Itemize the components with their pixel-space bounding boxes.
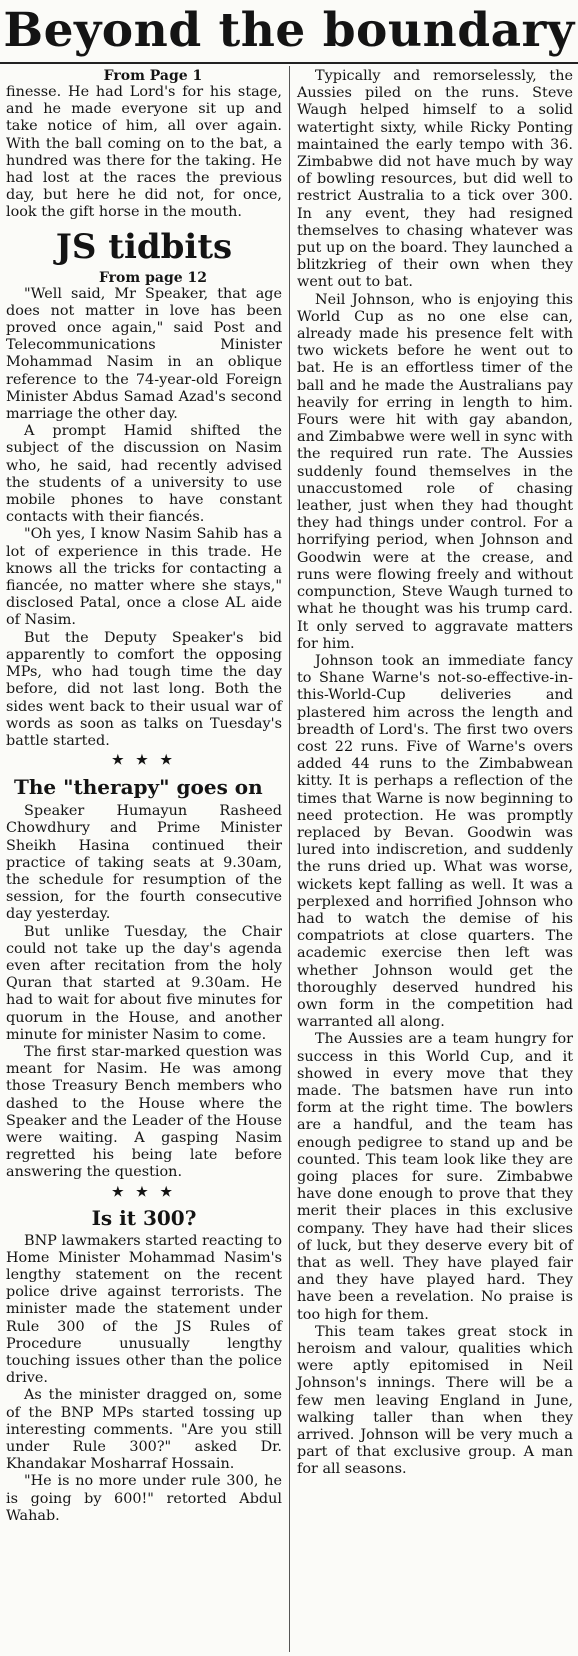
right-column — [297, 68, 573, 1479]
paragraph: "Oh yes, I know Nasim Sahib has a lot of experience in this trade. He knows all the tricks for contacting a fiancée, no matter where she stays," disclosed Patal, once a close AL aide of Nasim. — [6, 526, 282, 629]
section-divider: ★ ★ ★ — [111, 753, 176, 769]
paragraph: A prompt Hamid shifted the subject of the discussion on Nasim who, he said, had recently advised the students of a university to use mobile phones to have constant contacts with their fiancés. — [6, 423, 282, 526]
paragraph: BNP lawmakers started reacting to Home Minister Mohammad Nasim's lengthy statement on the recent police drive against terrorists. The minister made the statement under Rule 300 of the JS Rules of Procedure unusually lengthy touching issues other than the police drive. — [6, 1232, 282, 1387]
column-rule — [289, 66, 290, 1652]
paragraph: Speaker Humayun Rasheed Chowdhury and Prime Minister Sheikh Hasina continued their practice of taking seats at 9.30am, the schedule for resumption of the session, for the fourth consecutive day yesterday. — [6, 803, 282, 923]
paragraph: As the minister dragged on, some of the BNP MPs started tossing up interesting comments. "Are you still under Rule 300?" asked Dr. Khandakar Mosharraf Hossain. — [6, 1387, 282, 1473]
jump-line: From Page 1 — [103, 68, 203, 84]
therapy-title: The "therapy" goes on — [14, 775, 263, 800]
paragraph: This team takes great stock in heroism and valour, qualities which were aptly epitomised in Neil Johnson's innings. There will be a few men leaving England in June, walking taller than when they arrived. Johnson will be very much a part of that exclusive group. A man for all seasons. — [297, 1323, 573, 1478]
left-column — [6, 68, 282, 1525]
paragraph: Johnson took an immediate fancy to Shane Warne's not-so-effective-in-this-World-Cup deliveries and plastered him across the length and breadth of Lord's. The first two overs cost 22 runs. Five of Warne's overs added 44 runs to the Zimbabwean kitty. It is perhaps a reflection of the times that Warne is now beginning to need protection. He was promptly replaced by Bevan. Goodwin was lured into indiscretion, and suddenly the runs dried up. What was worse, wickets kept falling as well. It was a perplexed and horrified Johnson who had to watch the demise of his compatriots at close quarters. The academic exercise then left was whether Johnson would get the thoroughly deserved hundred his own form in the competition had warranted all along. — [297, 652, 573, 1031]
paragraph: The first star-marked question was meant for Nasim. He was among those Treasury Bench members who dashed to the House where the Speaker and the Leader of the House were waiting. A gasping Nasim regretted his being late before answering the question. — [6, 1043, 282, 1181]
tidbits-jump-line: From page 12 — [98, 269, 207, 286]
paragraph: But the Deputy Speaker's bid apparently to comfort the opposing MPs, who had tough time the day before, did not last long. Both the sides went back to their usual war of words as soon as talks on Tuesday's battle started. — [6, 629, 282, 749]
headline: Beyond the boundary — [0, 2, 578, 64]
tidbits-title: JS tidbits — [55, 226, 233, 267]
intro-paragraph: finesse. He had Lord's for his stage, and he made everyone sit up and take notice of him, all over again. With the ball coming on to the bat, a hundred was there for the taking. He had lost at the races the previous day, but here he did not, for once, look the gift horse in the mouth. — [6, 84, 282, 221]
paragraph: Neil Johnson, who is enjoying this World Cup as no one else can, already made his presence felt with two wickets before he went out to bat. He is an effortless timer of the ball and he made the Australians pay heavily for erring in length to him. Fours were hit with gay abandon, and Zimbabwe were well in sync with the required run rate. The Aussies suddenly found themselves in the unaccustomed role of chasing leather, just when they had thought they had things under control. For a horrifying period, when Johnson and Goodwin were at the crease, and runs were flowing freely and without compunction, Steve Waugh turned to what he thought was his trump card. It only served to aggravate matters for him. — [297, 291, 573, 652]
paragraph: But unlike Tuesday, the Chair could not take up the day's agenda even after recitation from the holy Quran that started at 9.30am. He had to wait for about five minutes for quorum in the House, and another minute for minister Nasim to come. — [6, 923, 282, 1043]
is300-title: Is it 300? — [91, 1205, 197, 1230]
paragraph: The Aussies are a team hungry for success in this World Cup, and it showed in every move that they made. The batsmen have run into form at the right time. The bowlers are a handful, and the team has enough pedigree to stand up and be counted. This team look like they are going places for sure. Zimbabwe have done enough to prove that they merit their places in this exclusive company. They have had their slices of luck, but they deserve every bit of that as well. They have played fair and they have played hard. They have been a revelation. No praise is too high for them. — [297, 1031, 573, 1323]
paragraph: "He is no more under rule 300, he is going by 600!" retorted Abdul Wahab. — [6, 1473, 282, 1524]
section-divider: ★ ★ ★ — [111, 1184, 176, 1200]
paragraph: Typically and remorselessly, the Aussies piled on the runs. Steve Waugh helped himself to a solid watertight sixty, while Ricky Ponting maintained the early tempo with 36. Zimbabwe did not have much by way of bowling resources, but did well to restrict Australia to a tick over 300. In any event, they had resigned themselves to chasing whatever was put up on the board. They launched a blitzkrieg of their own when they went out to bat. — [297, 68, 573, 291]
paragraph: "Well said, Mr Speaker, that age does not matter in love has been proved once again," said Post and Telecommunications Minister Mohammad Nasim in an oblique reference to the 74-year-old Foreign Minister Abdus Samad Azad's second marriage the other day. — [6, 285, 282, 423]
